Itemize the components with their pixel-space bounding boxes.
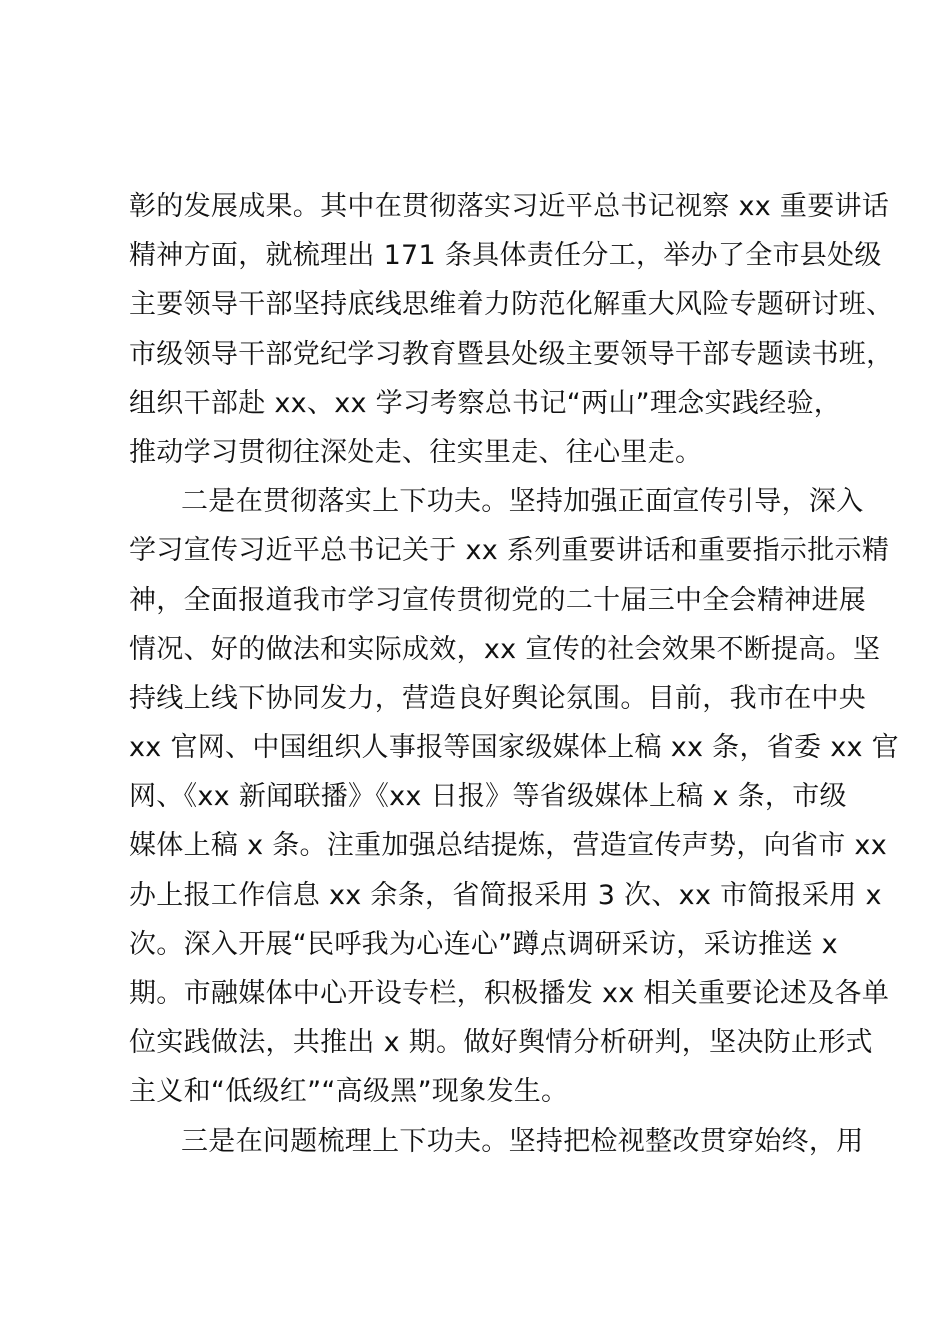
text-line: 主义和“低级红”“高级黑”现象发生。	[129, 1076, 569, 1108]
paragraph-start-line: 二是在贯彻落实上下功夫。坚持加强正面宣传引导，深入	[181, 486, 864, 518]
text-line: 主要领导干部坚持底线思维着力防范化解重大风险专题研讨班、	[129, 289, 894, 321]
text-line: 精神方面，就梳理出 171 条具体责任分工，举办了全市县处级	[129, 240, 882, 272]
text-line: 持线上线下协同发力，营造良好舆论氛围。目前，我市在中央	[129, 682, 867, 714]
text-line: 位实践做法，共推出 x 期。做好舆情分析研判，坚决防止形式	[129, 1027, 873, 1059]
text-line: 情况、好的做法和实际成效，xx 宣传的社会效果不断提高。坚	[129, 633, 881, 665]
text-line: 次。深入开展“民呼我为心连心”蹲点调研采访，采访推送 x	[129, 928, 838, 960]
text-line: 学习宣传习近平总书记关于 xx 系列重要讲话和重要指示批示精	[129, 535, 890, 567]
text-line: 网、《xx 新闻联播》《xx 日报》等省级媒体上稿 x 条，市级	[129, 781, 847, 813]
text-line: 彰的发展成果。其中在贯彻落实习近平总书记视察 xx 重要讲话	[129, 191, 890, 222]
body-text	[129, 182, 899, 1166]
text-line: 推动学习贯彻往深处走、往实里走、往心里走。	[129, 436, 703, 468]
text-line: 媒体上稿 x 条。注重加强总结提炼，营造宣传声势，向省市 xx	[129, 830, 887, 862]
text-line: xx 官网、中国组织人事报等国家级媒体上稿 xx 条，省委 xx 官	[129, 732, 899, 764]
text-line: 神，全面报道我市学习宣传贯彻党的二十届三中全会精神进展	[129, 584, 867, 616]
text-line: 组织干部赴 xx、xx 学习考察总书记“两山”理念实践经验，	[129, 387, 842, 419]
text-line: 办上报工作信息 xx 余条，省简报采用 3 次、xx 市简报采用 x	[129, 879, 882, 911]
text-line: 市级领导干部党纪学习教育暨县处级主要领导干部专题读书班，	[129, 338, 894, 370]
text-line: 期。市融媒体中心开设专栏，积极播发 xx 相关重要论述及各单	[129, 978, 890, 1009]
paragraph-start-line: 三是在问题梳理上下功夫。坚持把检视整改贯穿始终，用	[181, 1125, 864, 1157]
